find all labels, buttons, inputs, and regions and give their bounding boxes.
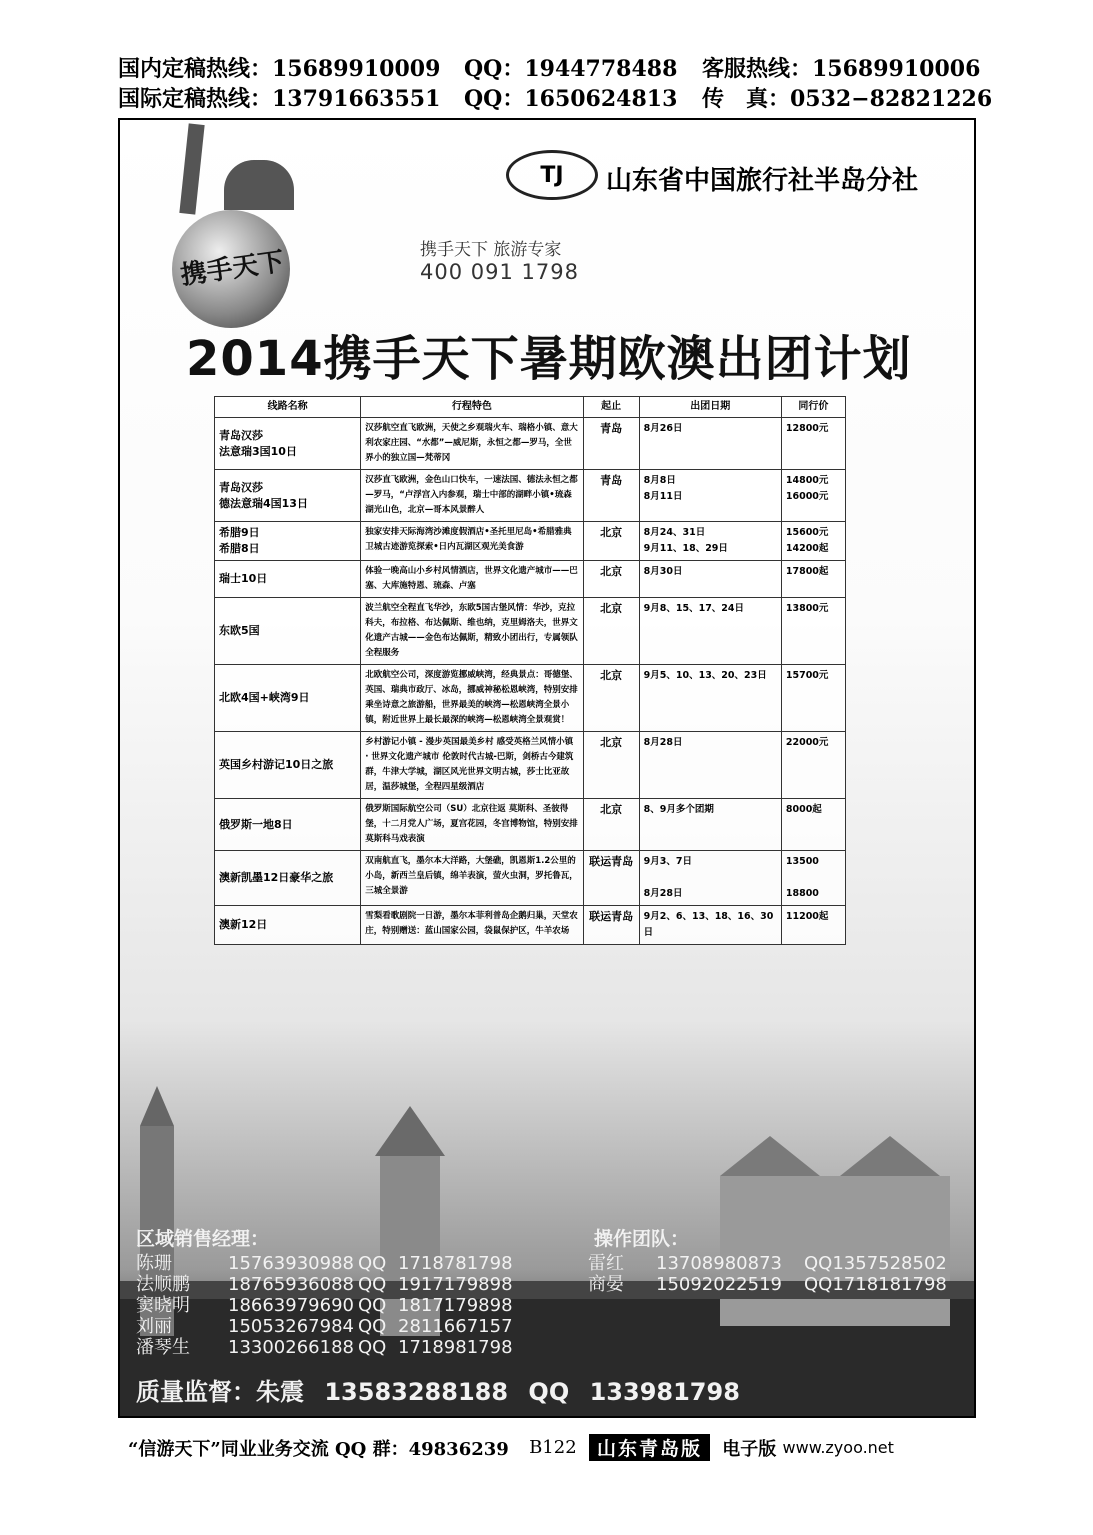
domestic-hotline: 国内定稿热线：15689910009: [118, 56, 441, 82]
sales-contact-row: [136, 1253, 518, 1274]
feature-cell: 汉莎航空直飞欧洲，天使之乡观瑞火车、瑞格小镇、意大利农家庄园、“水都”—威尼斯，永恒之都—罗马，全世界小的独立国—梵蒂冈: [361, 418, 583, 470]
contact-qq-label: QQ: [358, 1337, 387, 1358]
feature-cell: 波兰航空全程直飞华沙，东欧5国古堡风情：华沙，克拉科夫，布拉格、布达佩斯、维也纳，克里姆洛夫，世界文化遗产古城——金色布达佩斯，精致小团出行，专属领队全程服务: [361, 598, 583, 665]
intl-hotline: 国际定稿热线：13791663551: [118, 86, 441, 112]
city-cell: 联运青岛: [583, 906, 639, 945]
footer-electronic: 电子版: [722, 1438, 777, 1460]
brand-slogan: 携手天下 旅游专家: [420, 240, 562, 260]
brand-phone: 400 091 1798: [420, 260, 579, 284]
city-cell: 青岛: [583, 418, 639, 470]
route-cell: 澳新凯墨12日豪华之旅: [215, 851, 361, 906]
sales-contact-row: [136, 1337, 518, 1358]
contact-qq: 1917179898: [398, 1274, 513, 1295]
dates-cell: 8、9月多个团期: [639, 799, 781, 851]
ops-contacts: [588, 1224, 947, 1295]
ops-contact-row: [588, 1253, 947, 1274]
route-cell: 北欧4国+峡湾9日: [215, 665, 361, 732]
dates-cell: 9月5、10、13、20、23日: [639, 665, 781, 732]
tower-icon: [179, 123, 204, 214]
feature-cell: 汉莎直飞欧洲，金色山口快车，一速法国、德法永恒之都—罗马，“卢浮宫入内参观，瑞士中部的湖畔小镇•琉森湖光山色，北京—哥本风景醉人: [361, 470, 583, 522]
price-cell: 13500 18800: [781, 851, 845, 906]
ops-name: 雷红: [588, 1253, 624, 1274]
dates-cell: 9月3、7日 8月28日: [639, 851, 781, 906]
cits-logo-icon: TJ: [506, 150, 598, 200]
price-cell: 8000起: [781, 799, 845, 851]
building-icon: [224, 160, 294, 210]
contact-qq-label: QQ: [358, 1274, 387, 1295]
footer-qq-group: “信游天下”同业业务交流 QQ 群：49836239: [128, 1438, 509, 1460]
footer-edition: 山东青岛版: [589, 1434, 710, 1461]
dates-cell: 8月24、31日 9月11、18、29日: [639, 522, 781, 561]
price-cell: 15600元 14200起: [781, 522, 845, 561]
ops-title: 操作团队：: [594, 1228, 690, 1250]
price-cell: 15700元: [781, 665, 845, 732]
contact-phone: 13300266188: [228, 1337, 354, 1358]
table-row: [215, 598, 846, 665]
col-dates: 出团日期: [639, 397, 781, 418]
footer-website[interactable]: www.zyoo.net: [782, 1438, 894, 1457]
contact-phone: 18663979690: [228, 1295, 354, 1316]
table-row: [215, 561, 846, 598]
route-cell: 英国乡村游记10日之旅: [215, 732, 361, 799]
table-row: [215, 851, 846, 906]
advertisement-frame: [118, 118, 976, 1418]
table-row: [215, 732, 846, 799]
ops-phone: 15092022519: [656, 1274, 782, 1295]
contact-phone: 15763930988: [228, 1253, 354, 1274]
dates-cell: 8月28日: [639, 732, 781, 799]
price-cell: 22000元: [781, 732, 845, 799]
feature-cell: 雪梨看歌剧院一日游，墨尔本菲利普岛企鹅归巢，天堂农庄，特别赠送：蓝山国家公园，袋鼠保护区，牛羊农场: [361, 906, 583, 945]
col-route: 线路名称: [215, 397, 361, 418]
sales-title: 区域销售经理：: [136, 1228, 270, 1250]
contact-name: 窦晓明: [136, 1295, 190, 1316]
city-cell: 北京: [583, 598, 639, 665]
domestic-qq: QQ：1944778488: [464, 56, 678, 82]
feature-cell: 独家安排天际海湾沙滩度假酒店•圣托里尼岛•希腊雅典卫城古迹游览探索•日内瓦湖区观光美食游: [361, 522, 583, 561]
route-cell: 瑞士10日: [215, 561, 361, 598]
quality-phone: 13583288188: [324, 1378, 509, 1406]
ad-title: 2014携手天下暑期欧澳出团计划: [186, 331, 912, 387]
intl-qq: QQ：1650624813: [464, 86, 678, 112]
table-row: [215, 665, 846, 732]
contact-name: 陈珊: [136, 1253, 172, 1274]
contact-name: 潘琴生: [136, 1337, 190, 1358]
quality-qq-label: QQ: [528, 1378, 570, 1406]
price-cell: 12800元: [781, 418, 845, 470]
table-header-row: [215, 397, 846, 418]
dates-cell: 8月8日 8月11日: [639, 470, 781, 522]
globe-logo: 携手天下: [172, 210, 290, 328]
service-hotline: 客服热线：15689910006: [702, 56, 981, 82]
feature-cell: 俄罗斯国际航空公司（SU）北京往返 莫斯科、圣彼得堡，十二月党人广场，夏宫花园，冬宫博物馆，特别安排莫斯科马戏表演: [361, 799, 583, 851]
quality-supervision: [136, 1372, 752, 1407]
feature-cell: 乡村游记小镇 - 漫步英国最美乡村 感受英格兰风情小镇 · 世界文化遗产城市 伦敦时代古城-巴斯，剑桥古今建筑群，牛津大学城，湖区风光世界文明古城，莎士比亚故居，温莎城堡，全程四星级酒店: [361, 732, 583, 799]
feature-cell: 体验一晚高山小乡村风情酒店，世界文化遗产城市——巴塞、大库施特恩、琉森、卢塞: [361, 561, 583, 598]
footer: [128, 1434, 978, 1464]
route-cell: 青岛汉莎 德法意瑞4国13日: [215, 470, 361, 522]
dates-cell: 9月2、6、13、18、16、30日: [639, 906, 781, 945]
quality-label: 质量监督：朱震: [136, 1378, 304, 1406]
contact-phone: 18765936088: [228, 1274, 354, 1295]
contact-qq-label: QQ: [358, 1295, 387, 1316]
dates-cell: 9月8、15、17、24日: [639, 598, 781, 665]
city-cell: 北京: [583, 732, 639, 799]
price-cell: 13800元: [781, 598, 845, 665]
sales-contacts: [136, 1224, 518, 1358]
table-row: [215, 470, 846, 522]
sales-contact-row: [136, 1274, 518, 1295]
city-cell: 青岛: [583, 470, 639, 522]
col-city: 起止: [583, 397, 639, 418]
table-row: [215, 418, 846, 470]
quality-qq: 133981798: [589, 1378, 740, 1406]
footer-page: B122: [529, 1437, 577, 1458]
feature-cell: 北欧航空公司，深度游览挪威峡湾，经典景点：哥德堡、英国、瑞典市政厅、冰岛，挪威神秘松恩峡湾，特别安排乘坐诗意之旅游船，世界最美的峡湾—松恩峡湾全景小镇，附近世界上最长最深的峡湾—松恩峡湾全景观赏！: [361, 665, 583, 732]
contact-name: 法顺鹏: [136, 1274, 190, 1295]
ops-qq: QQ1718181798: [804, 1274, 947, 1295]
cits-name: 山东省中国旅行社半岛分社: [606, 166, 919, 196]
contact-qq: 1718781798: [398, 1253, 513, 1274]
col-feature: 行程特色: [361, 397, 583, 418]
ops-name: 商晏: [588, 1274, 624, 1295]
contact-name: 刘丽: [136, 1316, 172, 1337]
city-cell: 北京: [583, 522, 639, 561]
ops-phone: 13708980873: [656, 1253, 782, 1274]
dates-cell: 8月30日: [639, 561, 781, 598]
city-cell: 联运青岛: [583, 851, 639, 906]
route-cell: 青岛汉莎 法意瑞3国10日: [215, 418, 361, 470]
route-cell: 俄罗斯一地8日: [215, 799, 361, 851]
ops-qq: QQ1357528502: [804, 1253, 947, 1274]
table-row: [215, 799, 846, 851]
price-cell: 11200起: [781, 906, 845, 945]
fax: 传 真：0532−82821226: [702, 86, 993, 112]
contact-qq-label: QQ: [358, 1316, 387, 1337]
feature-cell: 双南航直飞，墨尔本大洋路，大堡礁，凯恩斯1.2公里的小岛，新西兰皇后镇，绵羊表演，萤火虫洞，罗托鲁瓦，三城全景游: [361, 851, 583, 906]
sales-contact-row: [136, 1295, 518, 1316]
contact-qq-label: QQ: [358, 1253, 387, 1274]
route-cell: 澳新12日: [215, 906, 361, 945]
ops-contact-row: [588, 1274, 947, 1295]
city-cell: 北京: [583, 799, 639, 851]
sales-contact-row: [136, 1316, 518, 1337]
col-price: 同行价: [781, 397, 845, 418]
dates-cell: 8月26日: [639, 418, 781, 470]
contact-qq: 2811667157: [398, 1316, 513, 1337]
contact-qq: 1718981798: [398, 1337, 513, 1358]
price-cell: 17800起: [781, 561, 845, 598]
route-cell: 东欧5国: [215, 598, 361, 665]
table-row: [215, 906, 846, 945]
table-row: [215, 522, 846, 561]
route-cell: 希腊9日 希腊8日: [215, 522, 361, 561]
tour-schedule-table: [214, 396, 846, 945]
price-cell: 14800元 16000元: [781, 470, 845, 522]
city-cell: 北京: [583, 561, 639, 598]
contact-phone: 15053267984: [228, 1316, 354, 1337]
contact-qq: 1817179898: [398, 1295, 513, 1316]
city-cell: 北京: [583, 665, 639, 732]
